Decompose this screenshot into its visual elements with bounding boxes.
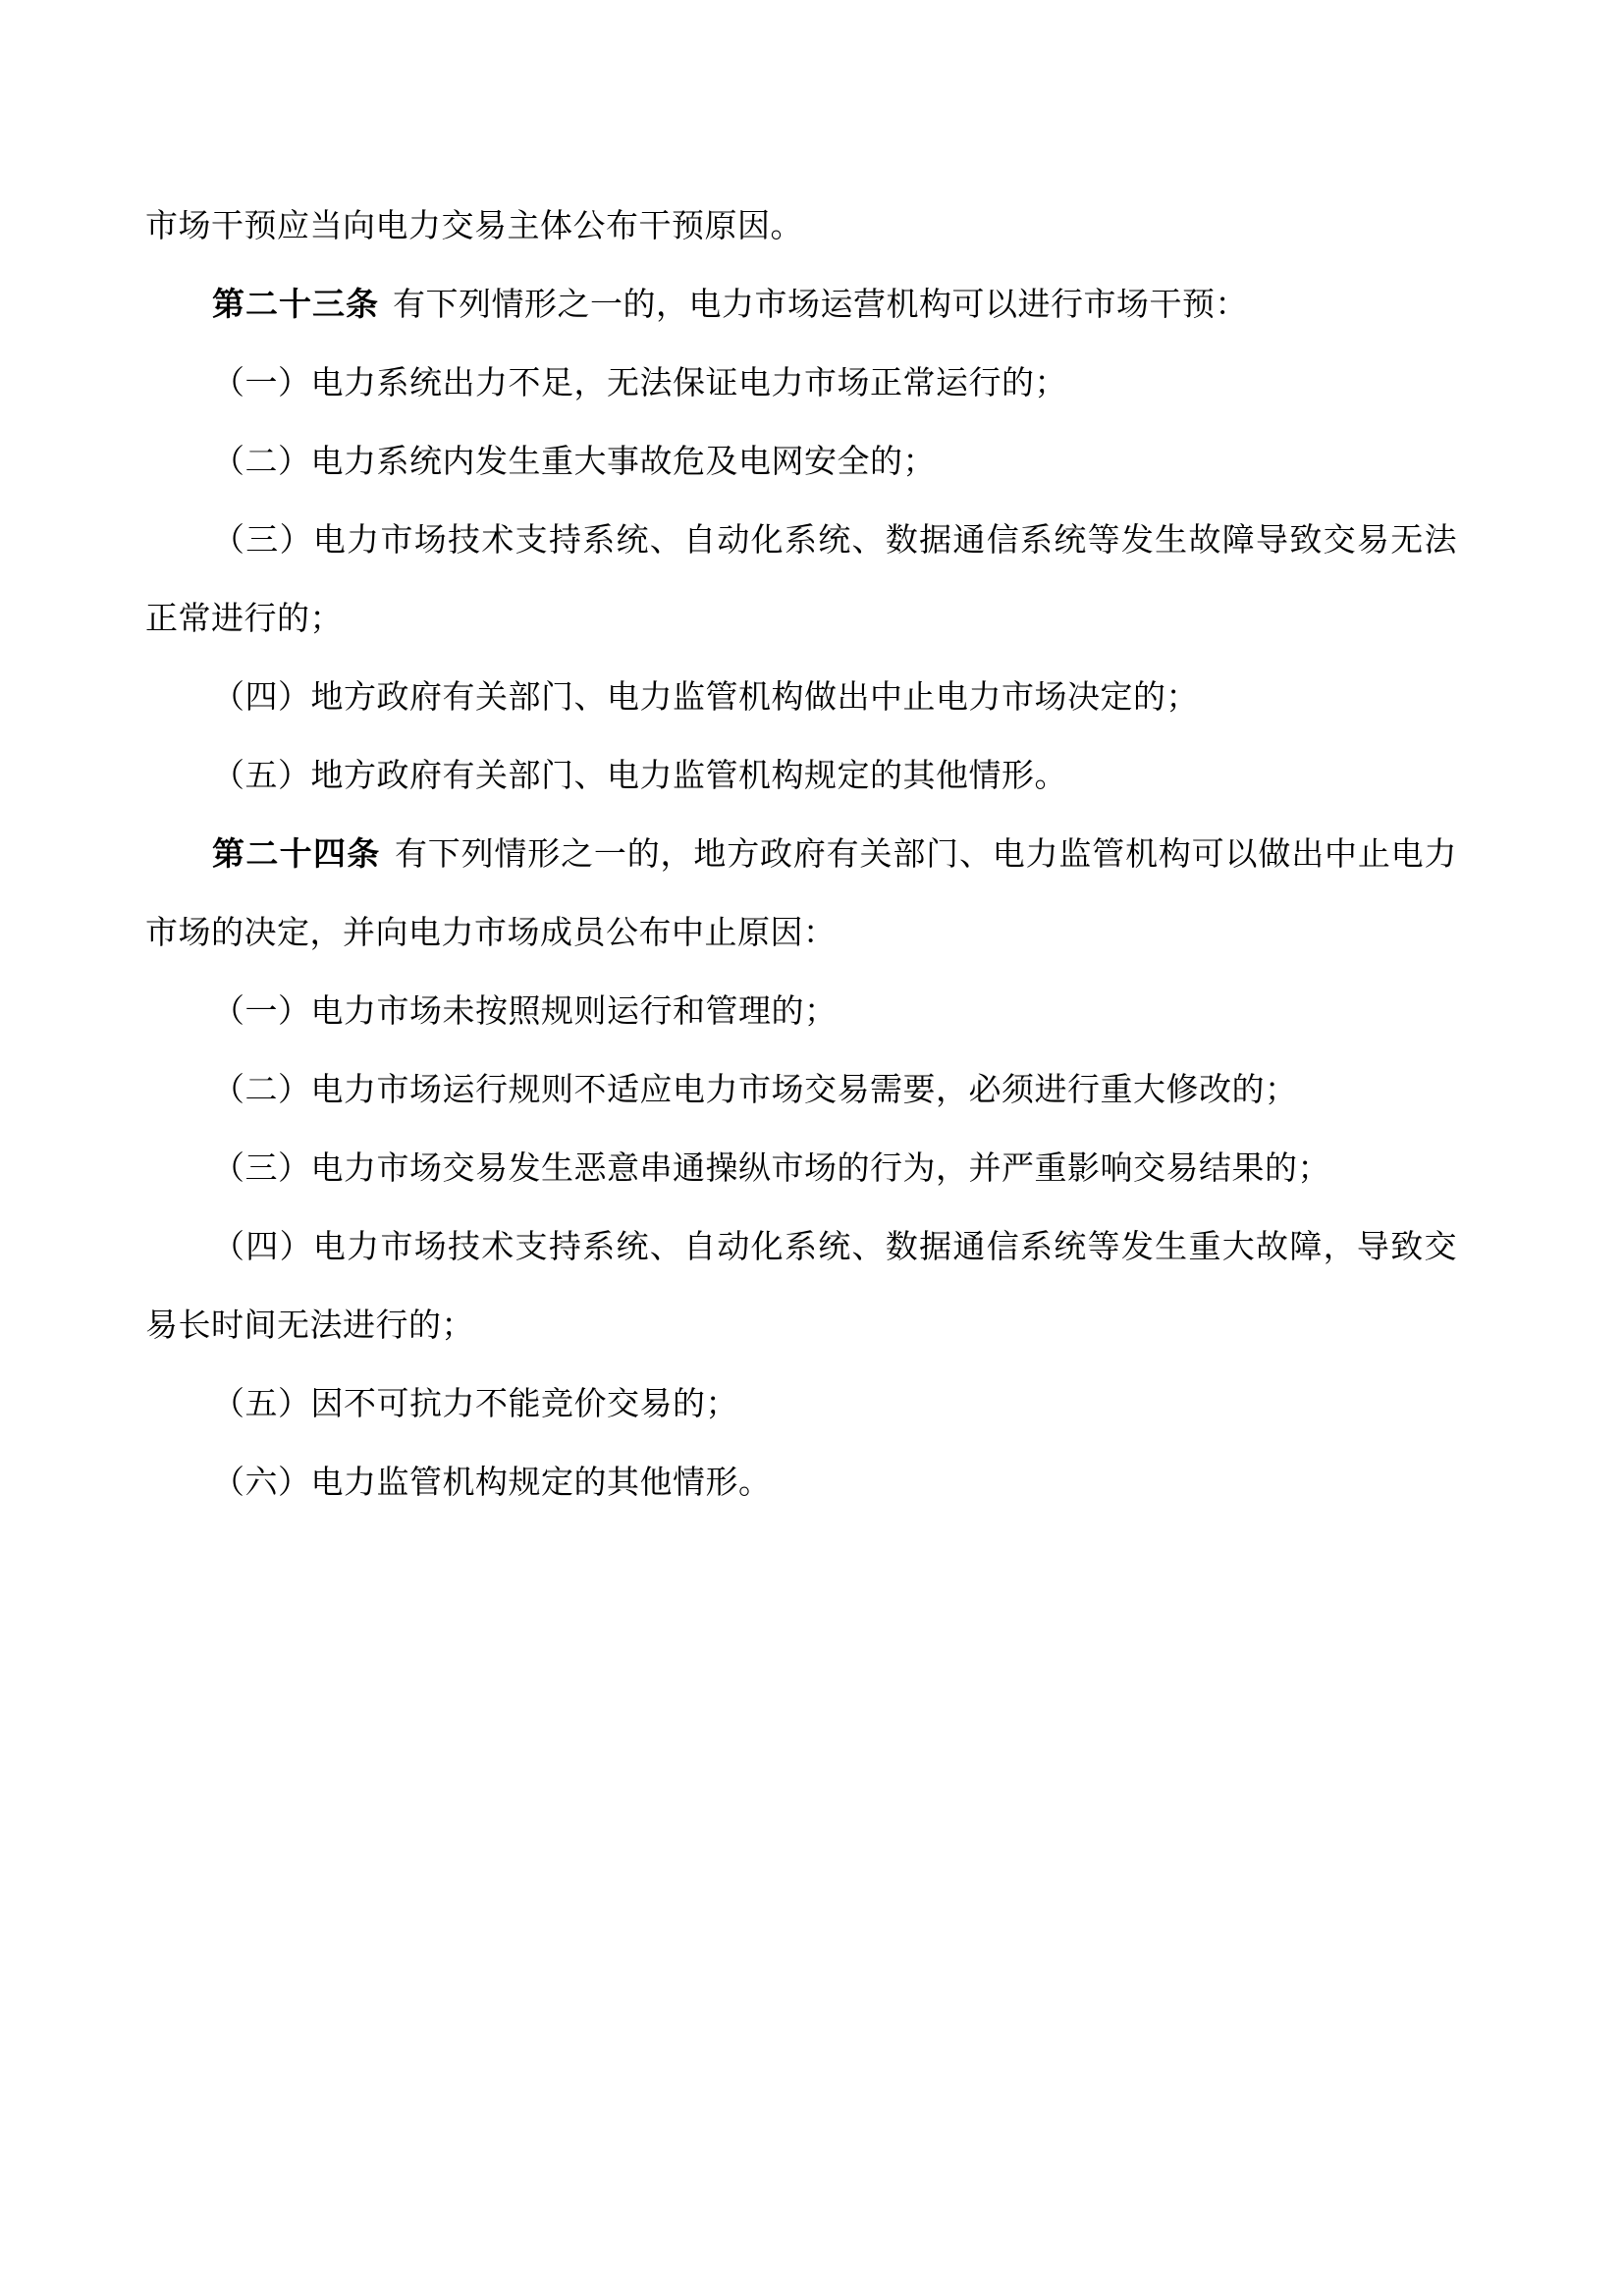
paragraph-23-item-3 xyxy=(145,501,1457,658)
paragraph-text: 市场干预应当向电力交易主体公布干预原因。 xyxy=(145,206,803,244)
paragraph-text: 有下列情形之一的，电力市场运营机构可以进行市场干预： xyxy=(393,285,1248,323)
paragraph-text: （二）电力系统内发生重大事故危及电网安全的； xyxy=(212,442,936,480)
paragraph-24-item-2 xyxy=(145,1050,1457,1129)
paragraph-article-24 xyxy=(145,815,1457,972)
paragraph-article-23 xyxy=(145,265,1457,344)
article-label: 第二十四条 xyxy=(212,834,381,873)
paragraph-24-item-5 xyxy=(145,1364,1457,1443)
paragraph-text: （二）电力市场运行规则不适应电力市场交易需要，必须进行重大修改的； xyxy=(212,1070,1298,1108)
paragraph-23-item-5 xyxy=(145,736,1457,815)
article-label: 第二十三条 xyxy=(212,285,379,323)
paragraph-text: （一）电力系统出力不足，无法保证电力市场正常运行的； xyxy=(212,363,1067,401)
paragraph-continuation xyxy=(145,187,1457,265)
paragraph-text: （五）因不可抗力不能竞价交易的； xyxy=(212,1384,738,1422)
paragraph-text: （四）地方政府有关部门、电力监管机构做出中止电力市场决定的； xyxy=(212,677,1199,716)
paragraph-24-item-4 xyxy=(145,1207,1457,1364)
paragraph-24-item-3 xyxy=(145,1129,1457,1207)
paragraph-text: （四）电力市场技术支持系统、自动化系统、数据通信系统等发生重大故障，导致交易长时间无法进行的； xyxy=(145,1227,1457,1344)
paragraph-23-item-2 xyxy=(145,422,1457,501)
document-body xyxy=(145,187,1457,1522)
paragraph-text: （三）电力市场技术支持系统、自动化系统、数据通信系统等发生故障导致交易无法正常进行的； xyxy=(145,520,1457,637)
paragraph-text: （六）电力监管机构规定的其他情形。 xyxy=(212,1463,772,1501)
paragraph-text: （一）电力市场未按照规则运行和管理的； xyxy=(212,991,838,1030)
paragraph-23-item-1 xyxy=(145,344,1457,422)
paragraph-23-item-4 xyxy=(145,658,1457,736)
paragraph-24-item-1 xyxy=(145,972,1457,1050)
paragraph-24-item-6 xyxy=(145,1443,1457,1522)
paragraph-text: 有下列情形之一的，地方政府有关部门、电力监管机构可以做出中止电力市场的决定，并向电力市场成员公布中止原因： xyxy=(145,834,1458,951)
paragraph-text: （五）地方政府有关部门、电力监管机构规定的其他情形。 xyxy=(212,756,1067,794)
paragraph-text: （三）电力市场交易发生恶意串通操纵市场的行为，并严重影响交易结果的； xyxy=(212,1148,1330,1187)
